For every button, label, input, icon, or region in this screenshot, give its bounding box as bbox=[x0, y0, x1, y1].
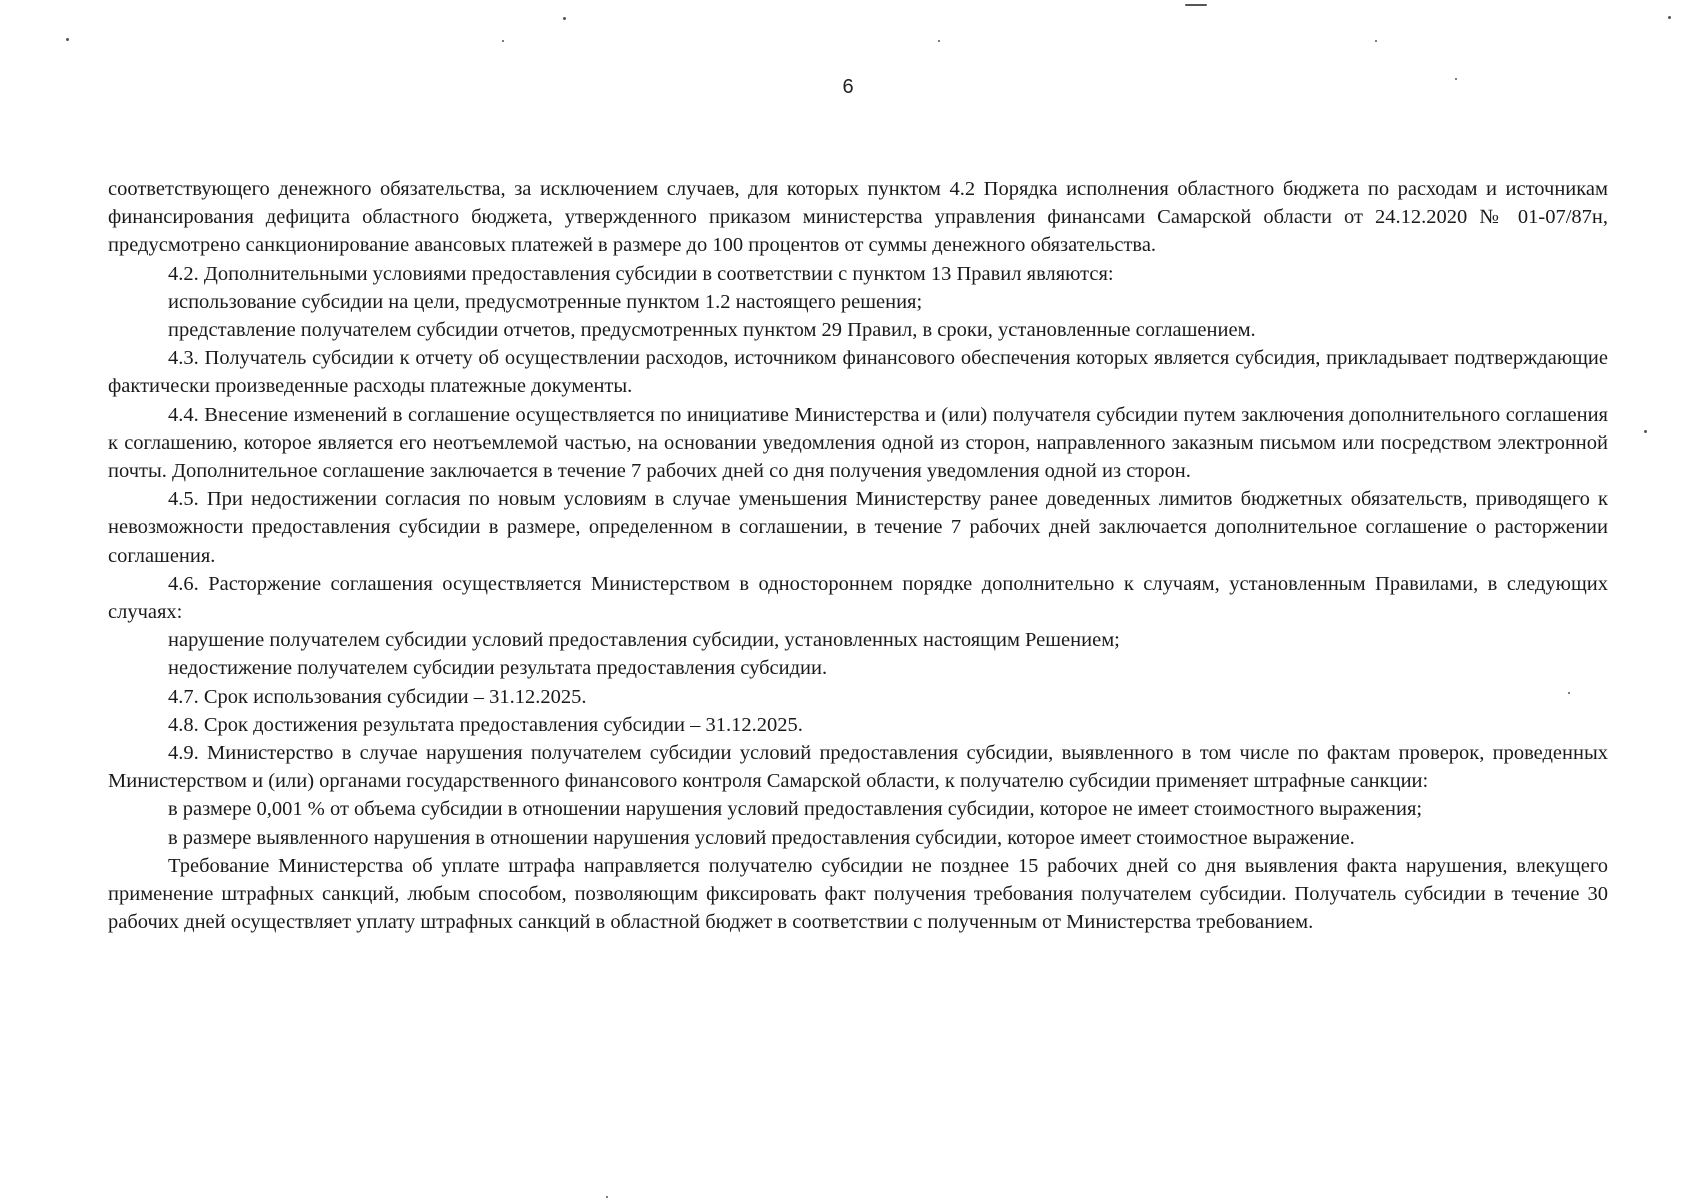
paragraph-4-2-condition-1: использование субсидии на цели, предусмотренные пунктом 1.2 настоящего решения; bbox=[168, 290, 923, 313]
paragraph-4-6-case-2: недостижение получателем субсидии результата предоставления субсидии. bbox=[168, 657, 828, 680]
paragraph-4-6-case-1: нарушение получателем субсидии условий предоставления субсидии, установленных настоящим Решением; bbox=[168, 629, 1120, 652]
scan-speck bbox=[1375, 40, 1377, 42]
scan-speck bbox=[1668, 16, 1671, 19]
scan-speck bbox=[606, 1196, 608, 1198]
paragraph-4-8: 4.8. Срок достижения результата предоставления субсидии – 31.12.2025. bbox=[168, 713, 803, 736]
scan-speck bbox=[66, 38, 69, 41]
scan-speck bbox=[1644, 430, 1647, 433]
paragraph-4-6: 4.6. Расторжение соглашения осуществляется Министерством в одностороннем порядке дополнительно к случаям, установленным Правилами, в следующих случаях: bbox=[108, 572, 1608, 624]
paragraph-4-4: 4.4. Внесение изменений в соглашение осуществляется по инициативе Министерства и (или) получателя субсидии путем заключения дополнительного соглашения к соглашению, которое является его неотъемлемой частью, на основании уведомления одной из сторон, направленного заказным письмом или посредством электронной почты. Дополнительное соглашение заключается в течение 7 рабочих дней со дня получения уведомления одной из сторон. bbox=[108, 403, 1608, 483]
paragraph-4-9: 4.9. Министерство в случае нарушения получателем субсидии условий предоставления субсидии, выявленного в том числе по фактам проверок, проведенных Министерством и (или) органами государственного финансового контроля Самарской области, к получателю субсидии применяет штрафные санкции: bbox=[108, 742, 1608, 793]
paragraph-4-2-condition-2: представление получателем субсидии отчетов, предусмотренных пунктом 29 Правил, в сроки, установленные соглашением. bbox=[168, 319, 1256, 342]
paragraph-4-9-penalty-2: в размере выявленного нарушения в отношении нарушения условий предоставления субсидии, которое имеет стоимостное выражение. bbox=[168, 826, 1355, 849]
scan-speck bbox=[1455, 78, 1457, 80]
scan-speck bbox=[1568, 692, 1570, 694]
document-body bbox=[108, 175, 1608, 936]
paragraph-4-2: 4.2. Дополнительными условиями предоставления субсидии в соответствии с пунктом 13 Правил являются: bbox=[168, 262, 1114, 285]
paragraph-4-7: 4.7. Срок использования субсидии – 31.12.2025. bbox=[168, 685, 587, 708]
paragraph-4-9-penalty-1: в размере 0,001 % от объема субсидии в отношении нарушения условий предоставления субсидии, которое не имеет стоимостного выражения; bbox=[168, 798, 1423, 821]
page-number: 6 bbox=[842, 76, 854, 98]
paragraph-4-5: 4.5. При недостижении согласия по новым условиям в случае уменьшения Министерству ранее доведенных лимитов бюджетных обязательств, приводящего к невозможности предоставления субсидии в размере, определенном в соглашении, в течение 7 рабочих дней заключается дополнительное соглашение о расторжении соглашения. bbox=[108, 488, 1608, 567]
scan-speck bbox=[938, 40, 940, 42]
scan-speck bbox=[502, 40, 504, 42]
scan-speck bbox=[1185, 4, 1207, 6]
paragraph-penalty-requirement: Требование Министерства об уплате штрафа направляется получателю субсидии не позднее 15 рабочих дней со дня выявления факта нарушения, влекущего применение штрафных санкций, любым способом, позволяющим фиксировать факт получения требования получателем субсидии. Получатель субсидии в течение 30 рабочих дней осуществляет уплату штрафных санкций в областной бюджет в соответствии с полученным от Министерства требованием. bbox=[108, 854, 1608, 934]
paragraph-continuation: соответствующего денежного обязательства, за исключением случаев, для которых пунктом 4.2 Порядка исполнения областного бюджета по расходам и источникам финансирования дефицита областного бюджета, утвержденного приказом министерства управления финансами Самарской области от 24.12.2020 № 01-07/87н, предусмотрено санкционирование авансовых платежей в размере до 100 процентов от суммы денежного обязательства. bbox=[108, 178, 1608, 257]
scan-speck bbox=[563, 17, 566, 20]
paragraph-4-3: 4.3. Получатель субсидии к отчету об осуществлении расходов, источником финансового обеспечения которых является субсидия, прикладывает подтверждающие фактически произведенные расходы платежные документы. bbox=[108, 347, 1608, 398]
